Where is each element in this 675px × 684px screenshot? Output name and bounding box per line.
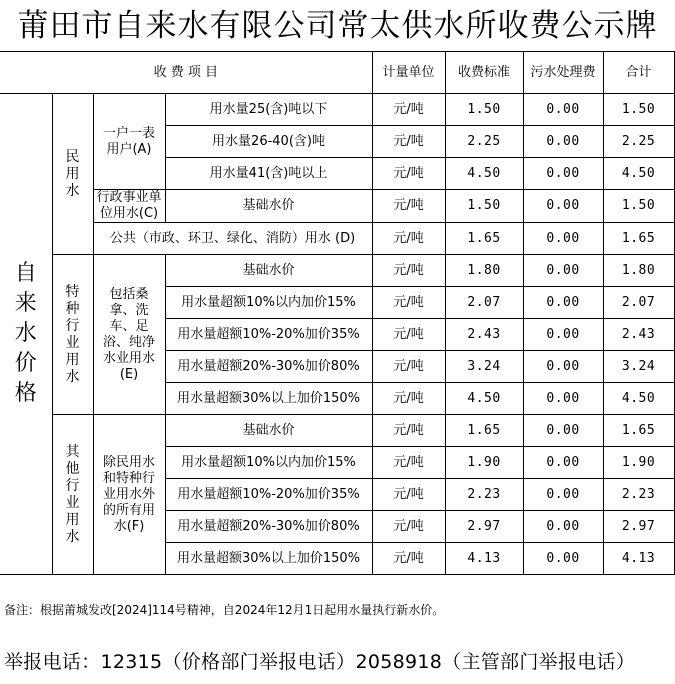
row-unit: 元/吨 xyxy=(372,543,445,575)
row-standard: 2.23 xyxy=(445,479,523,511)
row-sewage: 0.00 xyxy=(523,94,603,126)
row-desc: 用水量超额10%-20%加价35% xyxy=(165,319,372,351)
row-total: 4.50 xyxy=(603,158,674,190)
row-unit: 元/吨 xyxy=(372,479,445,511)
table-header-row xyxy=(0,52,674,94)
header-item: 收 费 项 目 xyxy=(0,52,372,94)
row-standard: 1.65 xyxy=(445,223,523,255)
row-total: 3.24 xyxy=(603,351,674,383)
row-sewage: 0.00 xyxy=(523,255,603,287)
page-title: 莆田市自来水有限公司常太供水所收费公示牌 xyxy=(17,8,658,44)
row-desc: 基础水价 xyxy=(165,415,372,447)
row-standard: 1.90 xyxy=(445,447,523,479)
table-row xyxy=(0,415,674,447)
row-total: 1.90 xyxy=(603,447,674,479)
subgroup-label-c: 行政事业单位用水(C) xyxy=(93,190,165,223)
report-hotline: 举报电话：12315（价格部门举报电话）2058918（主管部门举报电话） xyxy=(4,651,636,673)
row-desc: 用水量超额30%以上加价150% xyxy=(165,383,372,415)
row-sewage: 0.00 xyxy=(523,319,603,351)
subgroup-label-d: 公共（市政、环卫、绿化、消防）用水 (D) xyxy=(93,223,372,255)
row-desc: 用水量超额10%以内加价15% xyxy=(165,447,372,479)
row-unit: 元/吨 xyxy=(372,447,445,479)
row-unit: 元/吨 xyxy=(372,126,445,158)
row-unit: 元/吨 xyxy=(372,383,445,415)
row-total: 2.25 xyxy=(603,126,674,158)
row-standard: 1.50 xyxy=(445,94,523,126)
row-standard: 2.43 xyxy=(445,319,523,351)
row-sewage: 0.00 xyxy=(523,351,603,383)
row-total: 2.97 xyxy=(603,511,674,543)
row-total: 2.23 xyxy=(603,479,674,511)
subgroup-label-f: 除民用水和特种行业用水外的所有用水(F) xyxy=(93,415,165,575)
table-row xyxy=(0,190,674,223)
row-standard: 1.80 xyxy=(445,255,523,287)
row-unit: 元/吨 xyxy=(372,287,445,319)
header-unit: 计量单位 xyxy=(372,52,445,94)
row-desc: 用水量超额20%-30%加价80% xyxy=(165,351,372,383)
row-sewage: 0.00 xyxy=(523,287,603,319)
row-desc: 用水量25(含)吨以下 xyxy=(165,94,372,126)
row-sewage: 0.00 xyxy=(523,158,603,190)
row-desc: 用水量超额30%以上加价150% xyxy=(165,543,372,575)
row-total: 1.65 xyxy=(603,223,674,255)
table-row xyxy=(0,94,674,126)
header-standard: 收费标准 xyxy=(445,52,523,94)
row-total: 1.80 xyxy=(603,255,674,287)
footnote: 备注：根据莆城发改[2024]114号精神，自2024年12月1日起用水量执行新水价。 xyxy=(4,603,445,617)
row-unit: 元/吨 xyxy=(372,511,445,543)
row-sewage: 0.00 xyxy=(523,543,603,575)
row-desc: 用水量超额10%-20%加价35% xyxy=(165,479,372,511)
row-unit: 元/吨 xyxy=(372,190,445,223)
row-unit: 元/吨 xyxy=(372,158,445,190)
row-standard: 1.65 xyxy=(445,415,523,447)
row-standard: 4.13 xyxy=(445,543,523,575)
row-unit: 元/吨 xyxy=(372,415,445,447)
row-sewage: 0.00 xyxy=(523,383,603,415)
row-sewage: 0.00 xyxy=(523,415,603,447)
row-desc: 基础水价 xyxy=(165,190,372,223)
row-standard: 4.50 xyxy=(445,158,523,190)
row-total: 4.50 xyxy=(603,383,674,415)
row-total: 1.50 xyxy=(603,94,674,126)
row-standard: 1.50 xyxy=(445,190,523,223)
row-unit: 元/吨 xyxy=(372,223,445,255)
row-standard: 2.97 xyxy=(445,511,523,543)
row-standard: 3.24 xyxy=(445,351,523,383)
row-sewage: 0.00 xyxy=(523,190,603,223)
row-sewage: 0.00 xyxy=(523,511,603,543)
header-total: 合计 xyxy=(603,52,674,94)
row-total: 1.65 xyxy=(603,415,674,447)
row-unit: 元/吨 xyxy=(372,94,445,126)
section-label-other: 其他行业用水 xyxy=(52,415,93,575)
section-label-special: 特种行业用水 xyxy=(52,255,93,415)
row-desc: 用水量超额20%-30%加价80% xyxy=(165,511,372,543)
row-sewage: 0.00 xyxy=(523,447,603,479)
subgroup-label-e: 包括桑拿、洗车、足浴、纯净水业用水(E) xyxy=(93,255,165,415)
group-label: 自来水价格 xyxy=(0,94,52,575)
row-standard: 2.07 xyxy=(445,287,523,319)
row-standard: 4.50 xyxy=(445,383,523,415)
subgroup-label-a: 一户一表用户(A) xyxy=(93,94,165,190)
row-sewage: 0.00 xyxy=(523,126,603,158)
row-unit: 元/吨 xyxy=(372,319,445,351)
row-total: 4.13 xyxy=(603,543,674,575)
row-desc: 基础水价 xyxy=(165,255,372,287)
fee-table xyxy=(0,51,675,575)
row-sewage: 0.00 xyxy=(523,479,603,511)
row-unit: 元/吨 xyxy=(372,255,445,287)
section-label-residential: 民用水 xyxy=(52,94,93,255)
row-sewage: 0.00 xyxy=(523,223,603,255)
table-row xyxy=(0,255,674,287)
row-desc: 用水量41(含)吨以上 xyxy=(165,158,372,190)
row-desc: 用水量超额10%以内加价15% xyxy=(165,287,372,319)
row-total: 2.43 xyxy=(603,319,674,351)
header-sewage: 污水处理费 xyxy=(523,52,603,94)
row-total: 2.07 xyxy=(603,287,674,319)
row-standard: 2.25 xyxy=(445,126,523,158)
row-desc: 用水量26-40(含)吨 xyxy=(165,126,372,158)
row-total: 1.50 xyxy=(603,190,674,223)
table-row xyxy=(0,223,674,255)
row-unit: 元/吨 xyxy=(372,351,445,383)
